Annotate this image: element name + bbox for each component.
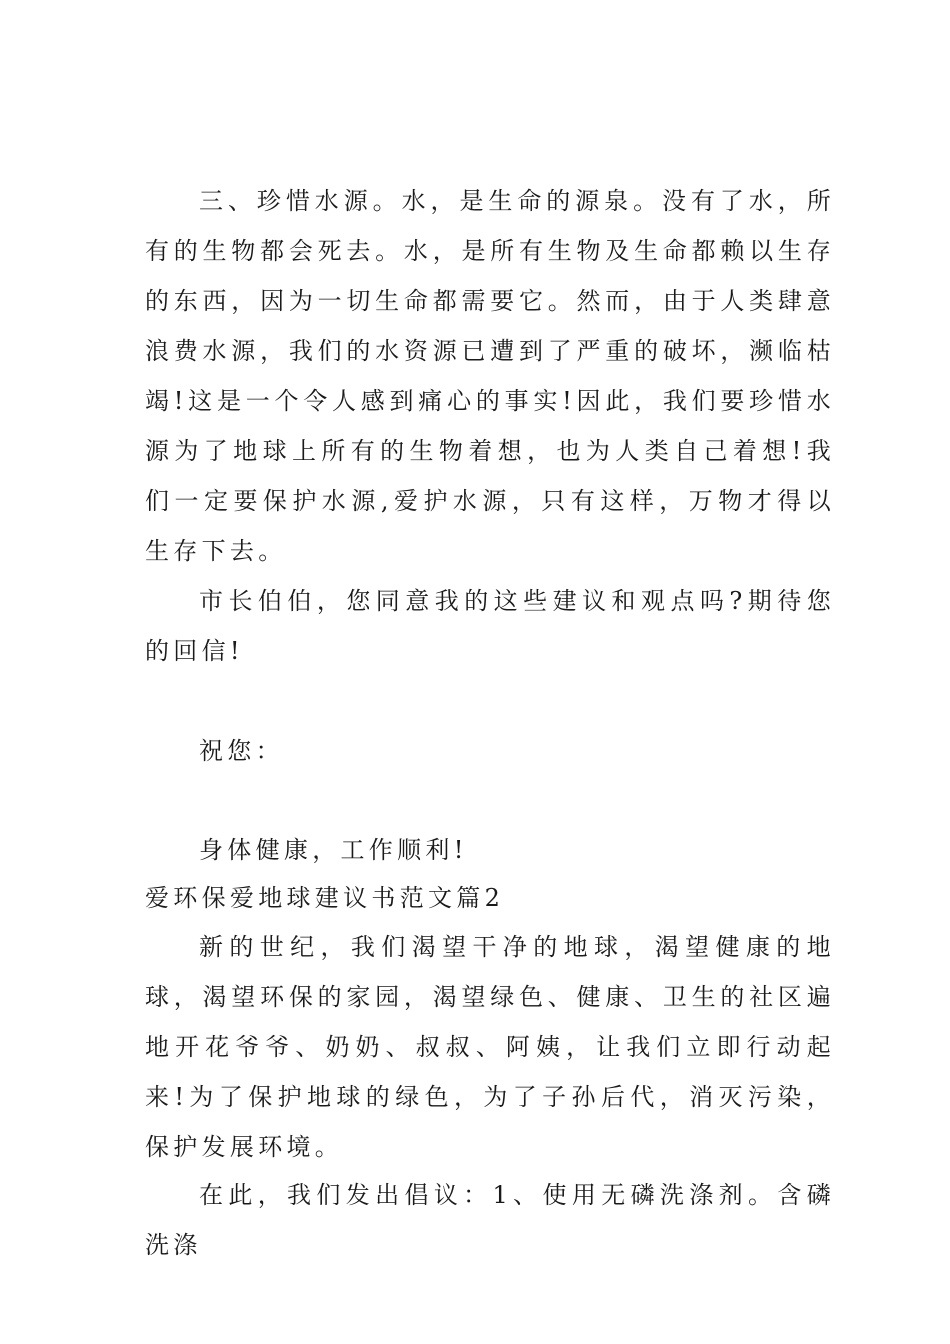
paragraph-request-reply: 市长伯伯，您同意我的这些建议和观点吗?期待您的回信!: [145, 587, 835, 665]
paragraph-proposal: 在此，我们发出倡议：1、使用无磷洗涤剂。含磷洗涤: [145, 1181, 835, 1259]
paragraph-salutation: 祝您：: [199, 737, 284, 765]
paragraph-save-water: 三、珍惜水源。水，是生命的源泉。没有了水，所有的生物都会死去。水，是所有生物及生命都赖以生存的东西，因为一切生命都需要它。然而，由于人类肆意浪费水源，我们的水资源已遭到了严重的破坏，濒临枯竭!这是一个令人感到痛心的事实!因此，我们要珍惜水源为了地球上所有的生物着想，也为人类自己着想!我们一定要保护水源,爱护水源，只有这样，万物才得以生存下去。: [145, 187, 835, 565]
paragraph-wishes: 身体健康，工作顺利!: [199, 836, 468, 864]
paragraph-new-century: 新的世纪，我们渴望干净的地球，渴望健康的地球，渴望环保的家园，渴望绿色、健康、卫生的社区遍地开花爷爷、奶奶、叔叔、阿姨，让我们立即行动起来!为了保护地球的绿色，为了子孙后代，消灭污染，保护发展环境。: [145, 933, 835, 1161]
section-heading: 爱环保爱地球建议书范文篇2: [145, 884, 505, 912]
